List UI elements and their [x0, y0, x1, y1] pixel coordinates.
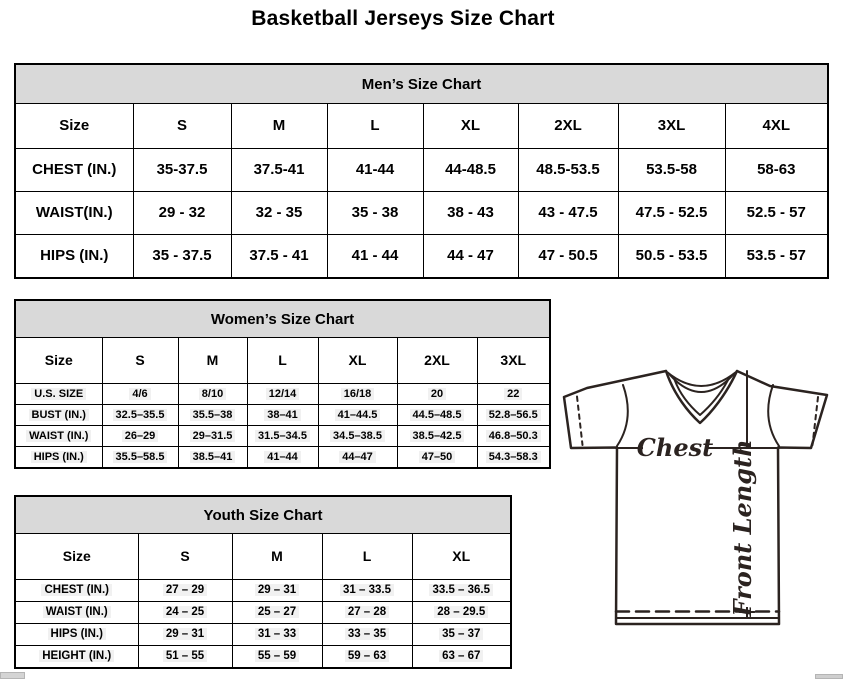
size-cell: 38.5–42.5	[397, 425, 477, 446]
size-cell: 32.5–35.5	[102, 404, 178, 425]
size-cell: 38.5–41	[178, 446, 247, 467]
col-header: XL	[412, 534, 510, 579]
womens-chart-title: Women’s Size Chart	[16, 301, 549, 338]
size-cell: 24 – 25	[138, 601, 232, 623]
row-label: HEIGHT (IN.)	[16, 645, 138, 667]
size-cell: 29 - 32	[133, 191, 231, 234]
size-cell: 44–47	[318, 446, 397, 467]
youth-chart-title: Youth Size Chart	[16, 497, 510, 534]
size-cell: 32 - 35	[231, 191, 327, 234]
size-cell: 52.5 - 57	[725, 191, 827, 234]
size-cell: 35.5–58.5	[102, 446, 178, 467]
size-cell: 47–50	[397, 446, 477, 467]
table-row	[16, 446, 549, 467]
row-label: CHEST (IN.)	[16, 579, 138, 601]
size-cell: 37.5-41	[231, 148, 327, 191]
size-cell: 35 - 37.5	[133, 234, 231, 277]
row-label: BUST (IN.)	[16, 404, 102, 425]
size-cell: 34.5–38.5	[318, 425, 397, 446]
size-cell: 27 – 28	[322, 601, 412, 623]
size-cell: 47 - 50.5	[518, 234, 618, 277]
row-label: CHEST (IN.)	[16, 148, 133, 191]
row-label: HIPS (IN.)	[16, 446, 102, 467]
size-cell: 27 – 29	[138, 579, 232, 601]
col-header: M	[178, 338, 247, 383]
size-cell: 28 – 29.5	[412, 601, 510, 623]
size-cell: 43 - 47.5	[518, 191, 618, 234]
size-cell: 63 – 67	[412, 645, 510, 667]
table-row	[16, 191, 827, 234]
table-row	[16, 383, 549, 404]
col-header: Size	[16, 104, 133, 148]
row-label: HIPS (IN.)	[16, 623, 138, 645]
col-header: M	[231, 104, 327, 148]
size-cell: 41–44	[247, 446, 318, 467]
table-header-row	[16, 534, 510, 579]
col-header: L	[327, 104, 423, 148]
womens-size-table	[16, 338, 549, 467]
size-cell: 4/6	[102, 383, 178, 404]
size-cell: 38 - 43	[423, 191, 518, 234]
page-title: Basketball Jerseys Size Chart	[251, 7, 555, 30]
col-header: S	[102, 338, 178, 383]
col-header: 3XL	[477, 338, 549, 383]
youth-size-chart	[14, 495, 512, 669]
size-cell: 51 – 55	[138, 645, 232, 667]
size-cell: 8/10	[178, 383, 247, 404]
table-header-row	[16, 338, 549, 383]
size-cell: 22	[477, 383, 549, 404]
table-row	[16, 645, 510, 667]
col-header: XL	[318, 338, 397, 383]
size-cell: 33.5 – 36.5	[412, 579, 510, 601]
size-cell: 31.5–34.5	[247, 425, 318, 446]
collar-inner-v	[674, 378, 729, 415]
size-cell: 50.5 - 53.5	[618, 234, 725, 277]
size-cell: 35 – 37	[412, 623, 510, 645]
size-cell: 44.5–48.5	[397, 404, 477, 425]
col-header: M	[232, 534, 322, 579]
size-cell: 35 - 38	[327, 191, 423, 234]
left-cuff-dashed-line	[577, 397, 583, 446]
size-cell: 35-37.5	[133, 148, 231, 191]
size-cell: 52.8–56.5	[477, 404, 549, 425]
size-cell: 55 – 59	[232, 645, 322, 667]
col-header: Size	[16, 534, 138, 579]
table-row	[16, 234, 827, 277]
row-label: WAIST (IN.)	[16, 601, 138, 623]
size-cell: 58-63	[725, 148, 827, 191]
size-cell: 31 – 33.5	[322, 579, 412, 601]
table-row	[16, 579, 510, 601]
size-cell: 29–31.5	[178, 425, 247, 446]
bottom-left-fragment	[0, 672, 25, 679]
size-cell: 46.8–50.3	[477, 425, 549, 446]
size-cell: 29 – 31	[138, 623, 232, 645]
size-cell: 12/14	[247, 383, 318, 404]
jersey-measurement-diagram	[553, 289, 843, 679]
bottom-right-fragment	[815, 674, 843, 679]
mens-size-table	[16, 104, 827, 277]
table-header-row	[16, 104, 827, 148]
row-label: WAIST (IN.)	[16, 425, 102, 446]
womens-size-chart	[14, 299, 551, 469]
size-cell: 53.5 - 57	[725, 234, 827, 277]
size-cell: 48.5-53.5	[518, 148, 618, 191]
size-cell: 26–29	[102, 425, 178, 446]
size-cell: 20	[397, 383, 477, 404]
row-label: WAIST(IN.)	[16, 191, 133, 234]
col-header: L	[247, 338, 318, 383]
col-header: XL	[423, 104, 518, 148]
col-header: 4XL	[725, 104, 827, 148]
col-header: 3XL	[618, 104, 725, 148]
chest-label: Chest	[636, 433, 714, 462]
col-header: 2XL	[518, 104, 618, 148]
table-row	[16, 148, 827, 191]
size-cell: 31 – 33	[232, 623, 322, 645]
jersey-outline	[564, 371, 827, 624]
size-cell: 44-48.5	[423, 148, 518, 191]
table-row	[16, 404, 549, 425]
size-cell: 41–44.5	[318, 404, 397, 425]
size-cell: 16/18	[318, 383, 397, 404]
col-header: L	[322, 534, 412, 579]
row-label: U.S. SIZE	[16, 383, 102, 404]
size-cell: 41-44	[327, 148, 423, 191]
front-length-label: Front Length	[728, 439, 757, 617]
size-cell: 47.5 - 52.5	[618, 191, 725, 234]
size-cell: 44 - 47	[423, 234, 518, 277]
table-row	[16, 425, 549, 446]
col-header: S	[133, 104, 231, 148]
table-row	[16, 601, 510, 623]
size-cell: 33 – 35	[322, 623, 412, 645]
size-cell: 38–41	[247, 404, 318, 425]
col-header: S	[138, 534, 232, 579]
table-row	[16, 623, 510, 645]
size-cell: 37.5 - 41	[231, 234, 327, 277]
size-cell: 25 – 27	[232, 601, 322, 623]
mens-chart-title: Men’s Size Chart	[16, 65, 827, 104]
row-label: HIPS (IN.)	[16, 234, 133, 277]
size-cell: 29 – 31	[232, 579, 322, 601]
size-cell: 53.5-58	[618, 148, 725, 191]
size-cell: 41 - 44	[327, 234, 423, 277]
size-cell: 59 – 63	[322, 645, 412, 667]
size-cell: 54.3–58.3	[477, 446, 549, 467]
col-header: 2XL	[397, 338, 477, 383]
mens-size-chart	[14, 63, 829, 279]
col-header: Size	[16, 338, 102, 383]
size-cell: 35.5–38	[178, 404, 247, 425]
youth-size-table	[16, 534, 510, 667]
